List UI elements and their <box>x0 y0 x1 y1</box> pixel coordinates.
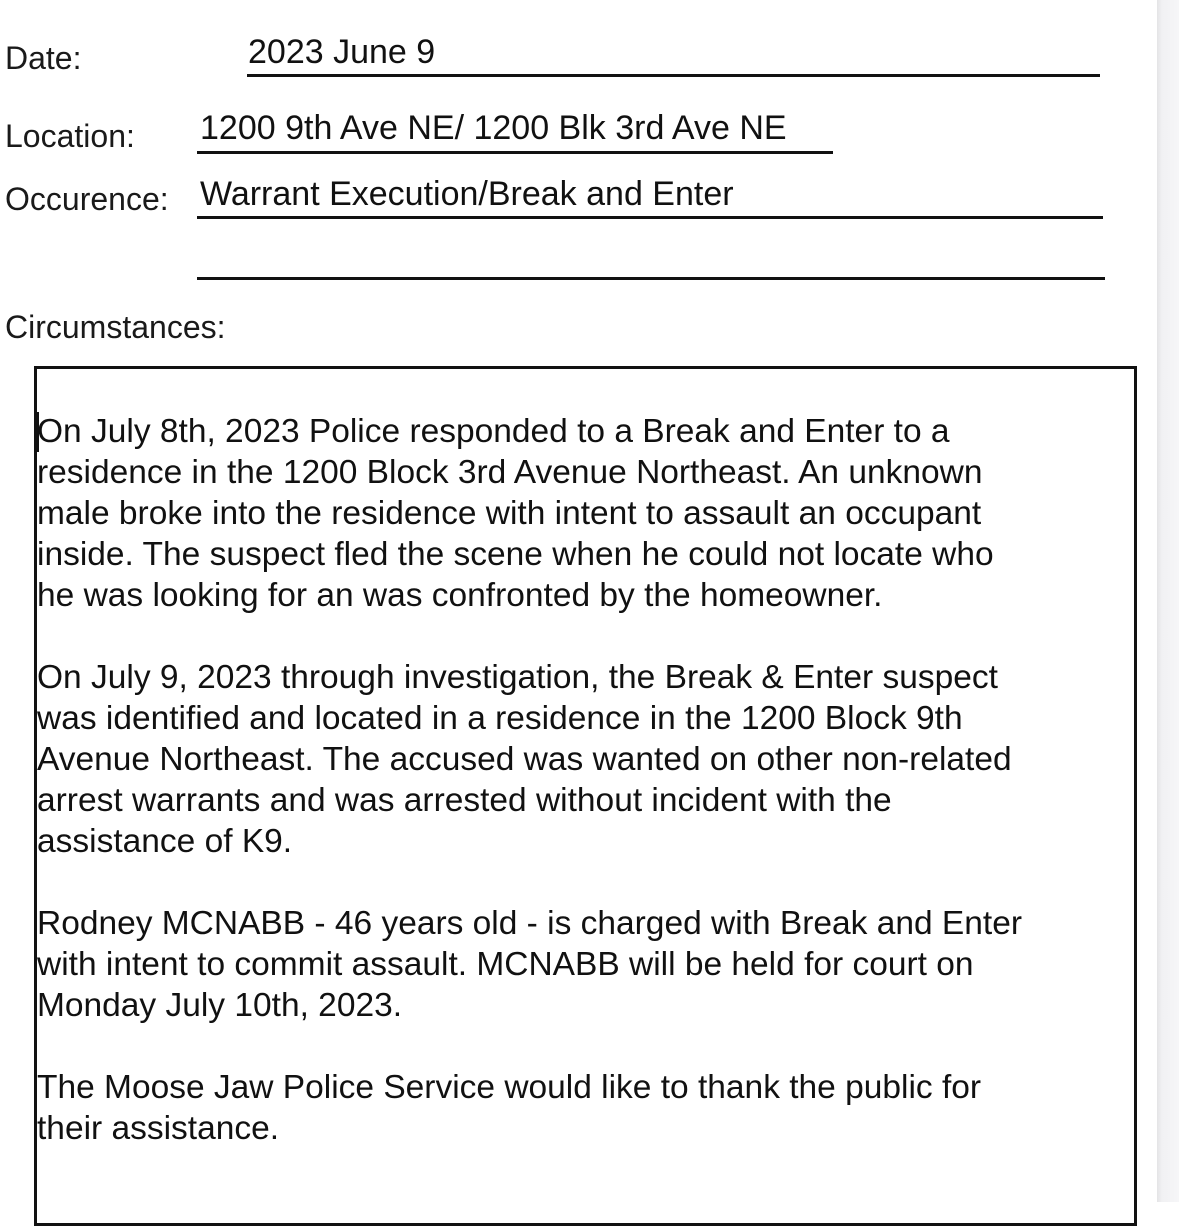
circumstances-paragraph-3: Rodney MCNABB - 46 years old - is charged with Break and Enter with intent to commit assault. MCNABB will be held for court on Monday July 10th, 2023. <box>37 905 1022 1024</box>
location-field-underline <box>197 151 833 154</box>
occurrence-field-line2-underline <box>197 277 1105 280</box>
occurrence-field-underline <box>197 216 1103 219</box>
location-field[interactable]: 1200 9th Ave NE/ 1200 Blk 3rd Ave NE <box>200 110 787 146</box>
location-label: Location: <box>5 118 135 154</box>
circumstances-paragraph-1: On July 8th, 2023 Police responded to a Break and Enter to a residence in the 1200 Block 3rd Avenue Northeast. An unknown male broke into the residence with intent to assault an occupant inside. The suspect fled the scene when he could not locate who he was looking for an was confronted by the homeowner. <box>37 413 994 614</box>
date-field-underline <box>247 74 1100 77</box>
circumstances-label: Circumstances: <box>5 309 226 345</box>
date-label: Date: <box>5 40 82 76</box>
occurrence-field[interactable]: Warrant Execution/Break and Enter <box>200 175 734 213</box>
date-field[interactable]: 2023 June 9 <box>248 33 436 71</box>
circumstances-paragraph-4: The Moose Jaw Police Service would like to thank the public for their assistance. <box>37 1069 982 1147</box>
page-edge-scrollbar[interactable] <box>1157 0 1179 1202</box>
occurrence-field-line2[interactable] <box>200 240 1100 276</box>
circumstances-paragraph-2: On July 9, 2023 through investigation, the Break & Enter suspect was identified and located in a residence in the 1200 Block 9th Avenue Northeast. The accused was wanted on other non-related arrest warrants and was arrested without incident with the assistance of K9. <box>37 659 1012 860</box>
occurrence-label: Occurence: <box>5 181 169 217</box>
